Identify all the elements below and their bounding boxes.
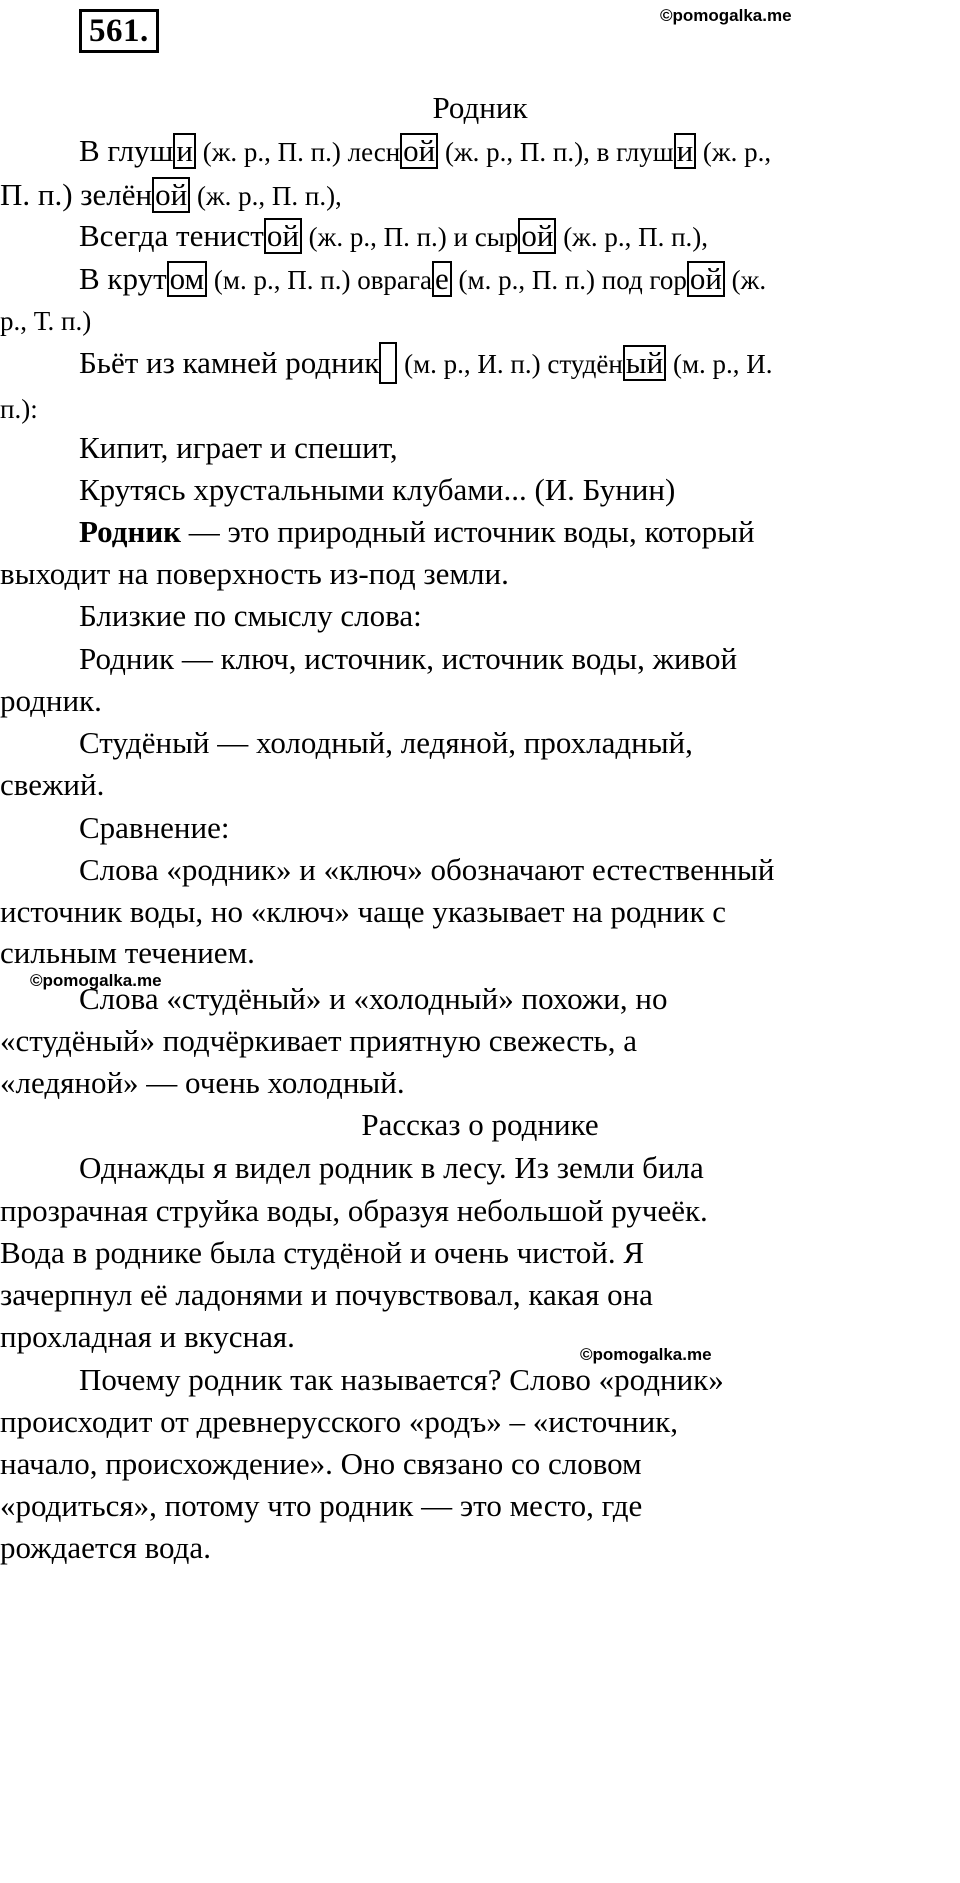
synonyms-line-4: свежий.: [0, 767, 105, 802]
ending-box: е: [432, 261, 452, 297]
poem-line-6: Бьёт из камней родник (м. р., И. п.) студёный (м. р., И.: [0, 345, 960, 384]
synonyms-line-2: родник.: [0, 683, 102, 718]
story-line-2: прозрачная струйка воды, образуя небольшой ручеёк.: [0, 1193, 708, 1228]
poem-line-8: Кипит, играет и спешит,: [79, 430, 398, 465]
story-line-7: происходит от древнерусского «родъ» – «источник,: [0, 1404, 678, 1439]
ending-box: и: [173, 133, 196, 169]
watermark-top: ©pomogalka.me: [660, 6, 792, 25]
story-line-9: «родиться», потому что родник — это место, где: [0, 1488, 643, 1523]
definition-line-2: выходит на поверхность из-под земли.: [0, 556, 509, 591]
ending-box: и: [674, 133, 697, 169]
ending-box: ой: [152, 177, 190, 213]
poem-line-9: Крутясь хрустальными клубами... (И. Бунин): [79, 472, 676, 507]
ending-box: ый: [623, 345, 666, 381]
empty-ending-box: [379, 342, 397, 384]
comparison-line-2: источник воды, но «ключ» чаще указывает на родник с: [0, 894, 727, 929]
ending-box: ом: [167, 261, 208, 297]
poem-line-2: П. п.) зелёной (ж. р., П. п.),: [0, 176, 342, 212]
story-title: Рассказ о роднике: [361, 1107, 599, 1142]
story-line-3: Вода в роднике была студёной и очень чистой. Я: [0, 1235, 645, 1270]
poem-title: Родник: [432, 90, 528, 125]
poem-line-1: В глуши (ж. р., П. п.) лесной (ж. р., П. п.), в глуши (ж. р.,: [79, 132, 772, 168]
comparison-line-6: «ледяной» — очень холодный.: [0, 1065, 405, 1100]
comparison-line-1: Слова «родник» и «ключ» обозначают естественный: [79, 852, 775, 887]
poem-line-4: В крутом (м. р., П. п.) оврагае (м. р., П. п.) под горой (ж.: [79, 260, 767, 296]
ending-box: ой: [518, 218, 556, 254]
poem-line-3: Всегда тенистой (ж. р., П. п.) и сырой (ж. р., П. п.),: [79, 217, 709, 253]
watermark-middle: ©pomogalka.me: [30, 971, 162, 990]
poem-line-7: п.):: [0, 394, 38, 424]
story-line-4: зачерпнул её ладонями и почувствовал, какая она: [0, 1277, 653, 1312]
story-line-5: прохладная и вкусная.: [0, 1319, 295, 1354]
story-line-10: рождается вода.: [0, 1530, 211, 1565]
comparison-line-5: «студёный» подчёркивает приятную свежесть, а: [0, 1023, 637, 1058]
ending-box: ой: [264, 218, 302, 254]
comparison-line-3: сильным течением.: [0, 935, 255, 970]
comparison-heading: Сравнение:: [79, 810, 230, 845]
story-line-8: начало, происхождение». Оно связано со словом: [0, 1446, 642, 1481]
synonyms-heading: Близкие по смыслу слова:: [79, 598, 422, 633]
comparison-line-4: Слова «студёный» и «холодный» похожи, но: [79, 981, 668, 1016]
synonyms-line-3: Студёный — холодный, ледяной, прохладный,: [79, 725, 693, 760]
exercise-number: 561.: [79, 9, 159, 53]
ending-box: ой: [687, 261, 725, 297]
definition-term: Родник: [79, 514, 182, 549]
poem-line-5: р., Т. п.): [0, 306, 92, 336]
synonyms-line-1: Родник — ключ, источник, источник воды, живой: [79, 641, 738, 676]
story-line-6: Почему родник так называется? Слово «родник»: [79, 1362, 724, 1397]
definition-line-1: Родник — это природный источник воды, который: [79, 514, 755, 549]
watermark-bottom: ©pomogalka.me: [580, 1345, 712, 1364]
story-line-1: Однажды я видел родник в лесу. Из земли била: [79, 1150, 704, 1185]
ending-box: ой: [400, 133, 438, 169]
